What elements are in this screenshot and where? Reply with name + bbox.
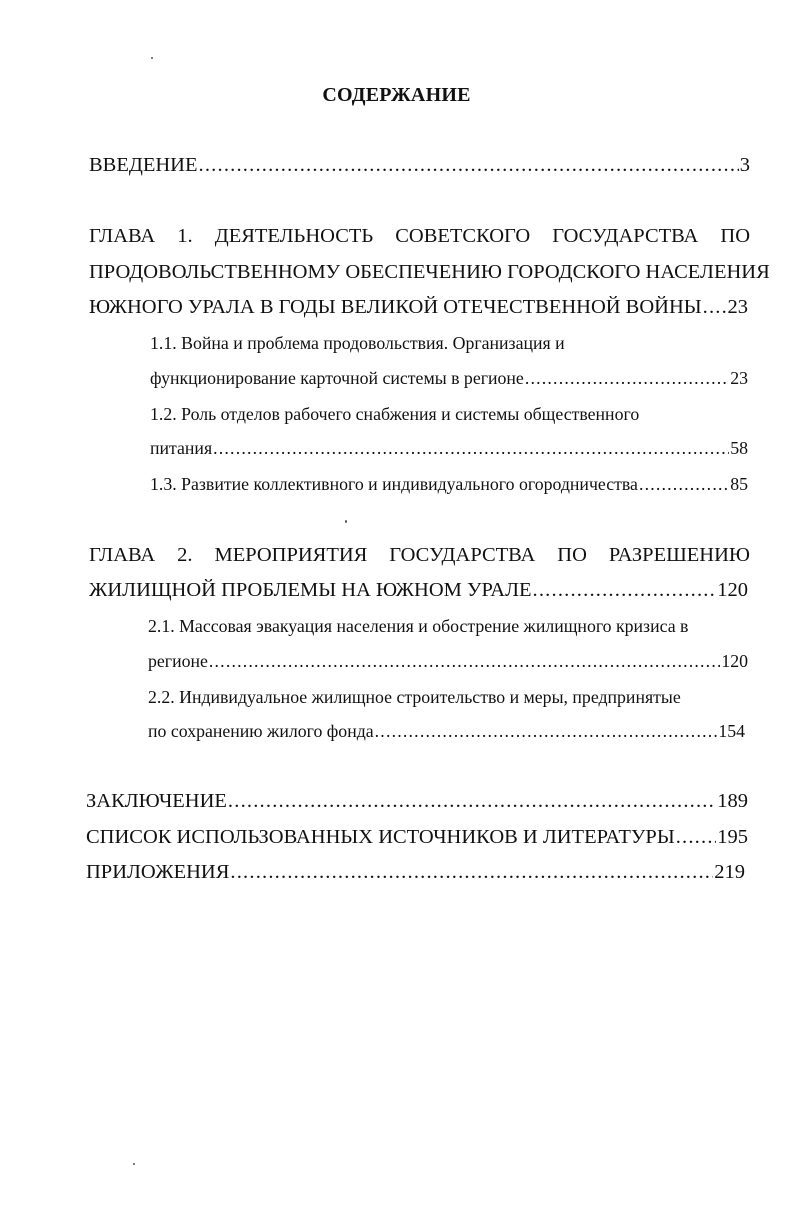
toc-entry-label: ЗАКЛЮЧЕНИЕ xyxy=(86,790,227,812)
section-2-1-line2: регионе xyxy=(148,651,208,671)
toc-page-number: 120 xyxy=(721,651,748,671)
leader-dots xyxy=(228,788,716,814)
scan-speck xyxy=(151,57,153,59)
section-1-3-line1: 1.3. Развитие коллективного и индивидуального огородничества xyxy=(150,474,638,494)
toc-entry-label: СПИСОК ИСПОЛЬЗОВАННЫХ ИСТОЧНИКОВ И ЛИТЕРАТУРЫ xyxy=(86,826,675,848)
leader-dots xyxy=(230,859,713,885)
toc-entry-section-1-2 xyxy=(150,435,748,461)
section-1-2-line1: 1.2. Роль отделов рабочего снабжения и системы общественного xyxy=(150,404,640,424)
leader-dots xyxy=(209,648,720,674)
toc-entry-appendix xyxy=(86,859,745,885)
section-1-1-line1: 1.1. Война и проблема продовольствия. Организация и xyxy=(150,333,565,353)
toc-entry-section-2-1 xyxy=(148,648,748,674)
toc-entry-label: ВВЕДЕНИЕ xyxy=(89,154,198,176)
toc-page-number: 85 xyxy=(730,474,748,494)
toc-entry-sources xyxy=(86,824,748,850)
toc-page-number: 23 xyxy=(727,296,748,318)
page-title: СОДЕРЖАНИЕ xyxy=(322,84,471,106)
leader-dots xyxy=(199,152,739,178)
toc-page-number: 3 xyxy=(739,154,750,176)
chapter1-heading-line2: ПРОДОВОЛЬСТВЕННОМУ ОБЕСПЕЧЕНИЮ ГОРОДСКОГО НАСЕЛЕНИЯ xyxy=(89,261,770,283)
section-1-1-line2: функционирование карточной системы в регионе xyxy=(150,368,524,388)
leader-dots xyxy=(525,365,729,391)
toc-entry-label: ПРИЛОЖЕНИЯ xyxy=(86,861,230,883)
toc-page-number: 195 xyxy=(717,826,748,848)
toc-page-number: 120 xyxy=(717,579,748,601)
scan-speck xyxy=(133,1163,135,1165)
toc-entry-intro xyxy=(89,152,750,178)
section-2-2-line2: по сохранению жилого фонда xyxy=(148,721,374,741)
toc-page-number: 154 xyxy=(718,721,745,741)
leader-dots xyxy=(676,824,717,850)
scan-speck xyxy=(345,520,347,523)
leader-dots xyxy=(703,294,727,320)
section-1-2-line2: питания xyxy=(150,438,213,458)
chapter1-heading-line1: ГЛАВА 1. ДЕЯТЕЛЬНОСТЬ СОВЕТСКОГО ГОСУДАРСТВА ПО xyxy=(89,225,750,247)
toc-entry-section-2-2 xyxy=(148,718,745,744)
chapter2-heading-line2: ЖИЛИЩНОЙ ПРОБЛЕМЫ НА ЮЖНОМ УРАЛЕ xyxy=(89,579,532,601)
section-2-2-line1: 2.2. Индивидуальное жилищное строительство и меры, предпринятые xyxy=(148,687,681,707)
section-2-1-line1: 2.1. Массовая эвакуация населения и обострение жилищного кризиса в xyxy=(148,616,689,636)
toc-entry-conclusion xyxy=(86,788,748,814)
leader-dots xyxy=(375,718,718,744)
toc-entry-chapter1 xyxy=(89,294,748,320)
leader-dots xyxy=(533,577,717,603)
toc-entry-section-1-1 xyxy=(150,365,748,391)
toc-page-number: 219 xyxy=(714,861,745,883)
toc-page-number: 189 xyxy=(717,790,748,812)
leader-dots xyxy=(639,471,729,497)
leader-dots xyxy=(213,435,729,461)
toc-entry-section-1-3 xyxy=(150,471,748,497)
chapter1-heading-line3: ЮЖНОГО УРАЛА В ГОДЫ ВЕЛИКОЙ ОТЕЧЕСТВЕННОЙ ВОЙНЫ xyxy=(89,296,702,318)
toc-page-number: 23 xyxy=(730,368,748,388)
chapter2-heading-line1: ГЛАВА 2. МЕРОПРИЯТИЯ ГОСУДАРСТВА ПО РАЗРЕШЕНИЮ xyxy=(89,544,750,566)
toc-entry-chapter2 xyxy=(89,577,748,603)
toc-page-number: 58 xyxy=(730,438,748,458)
